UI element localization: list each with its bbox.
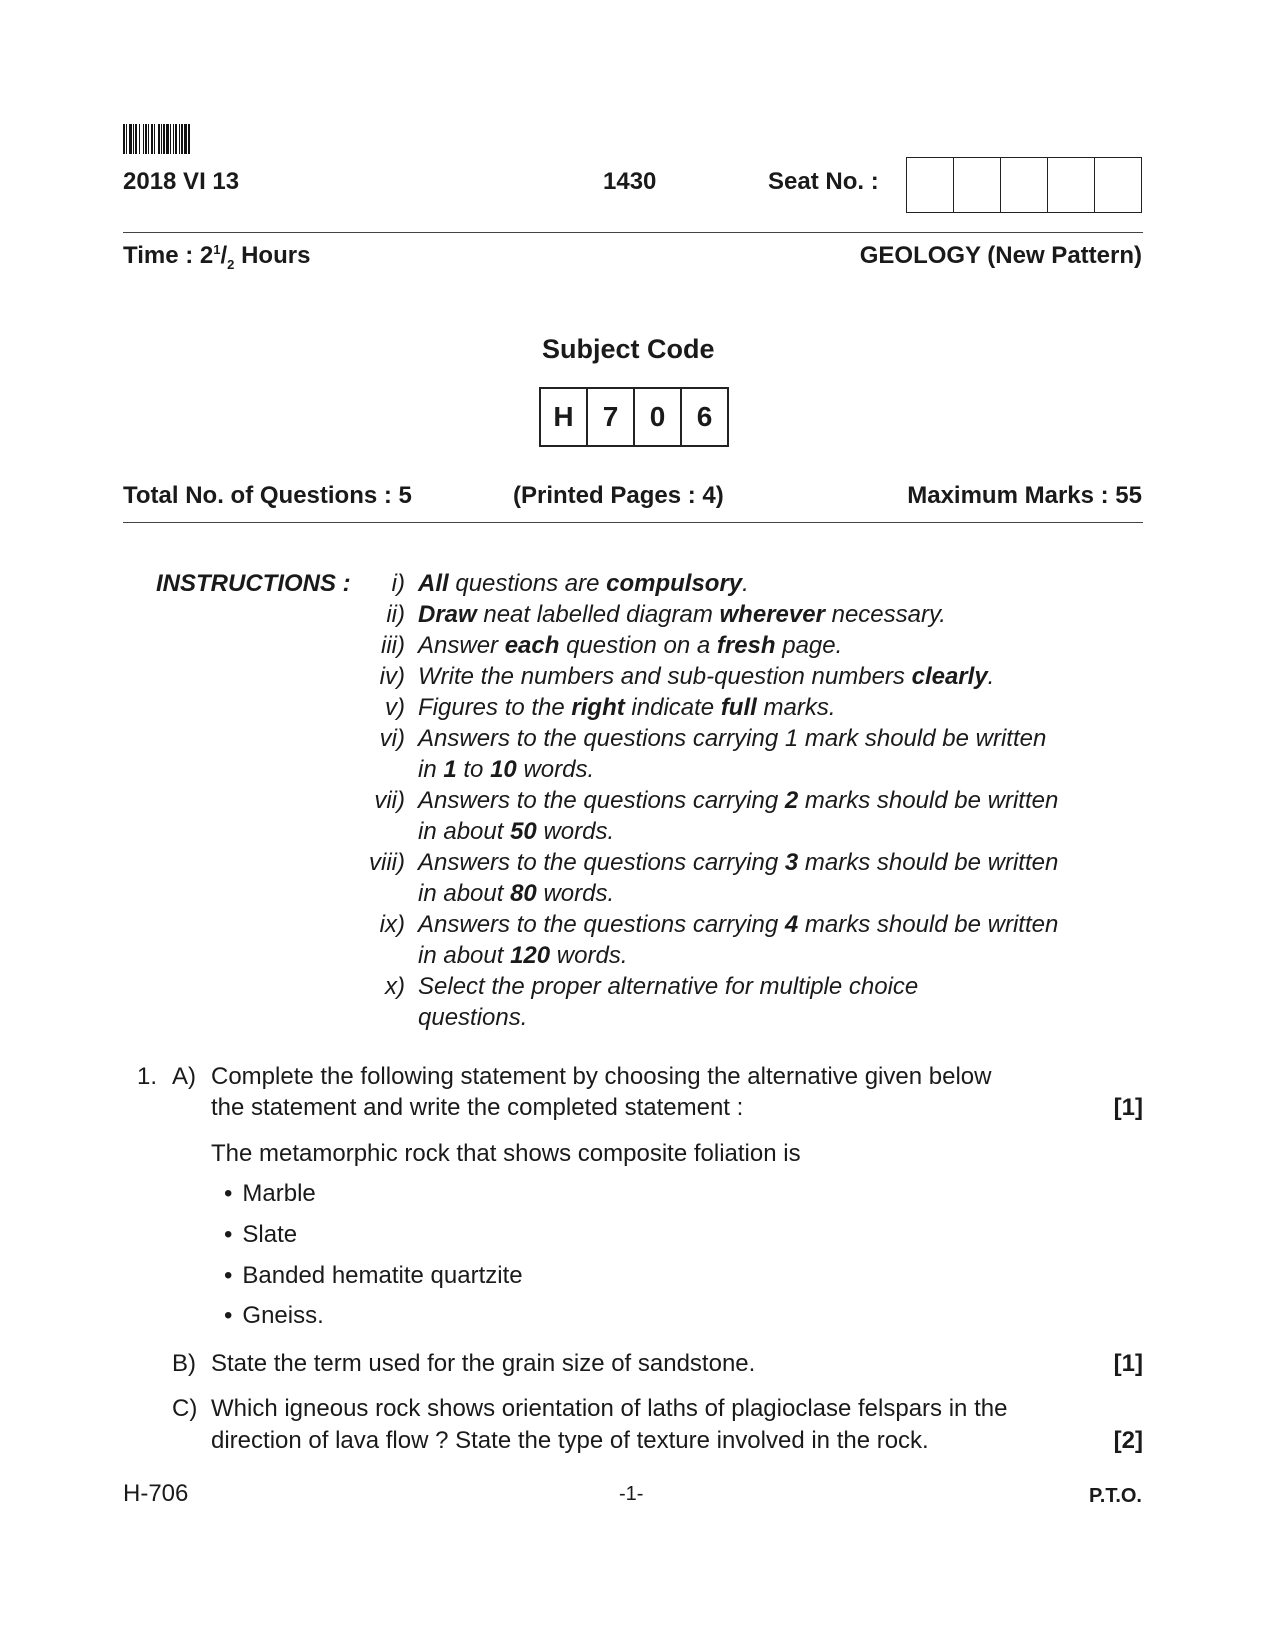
totals-divider [123,522,1143,523]
pto-note: P.T.O. [1089,1485,1142,1507]
instruction-text: Write the numbers and sub-question numbers clearly. [418,663,995,690]
seat-digit-box[interactable] [1094,158,1141,212]
seat-digit-box[interactable] [1000,158,1047,212]
instruction-text: Draw neat labelled diagram wherever necessary. [418,601,946,628]
option-text: Banded hematite quartzite [242,1262,523,1289]
instruction-number: vi) [379,725,405,752]
seat-digit-box[interactable] [1047,158,1094,212]
subject-code-char: 7 [586,389,633,445]
footer-code: H-706 [123,1480,189,1507]
instruction-text: in about 80 words. [418,880,615,907]
marks-1a: [1] [1113,1094,1143,1121]
instruction-text: Select the proper alternative for multiple choice [418,973,919,1000]
subject-title: GEOLOGY (New Pattern) [859,242,1142,269]
instruction-text: Answer each question on a fresh page. [418,632,843,659]
option-item [224,1180,316,1208]
question-1a-statement: The metamorphic rock that shows composite foliation is [211,1140,801,1167]
instruction-number: viii) [369,849,405,876]
sub-question-label: B) [172,1350,196,1377]
instruction-text: Answers to the questions carrying 4 marks should be written [418,911,1059,938]
marks-1c: [2] [1113,1427,1143,1454]
instruction-number: iii) [381,632,405,659]
instruction-text: Answers to the questions carrying 1 mark should be written [418,725,1047,752]
option-item [224,1262,523,1290]
instruction-text: Figures to the right indicate full marks. [418,694,836,721]
instruction-number: ii) [386,601,405,628]
seat-digit-box[interactable] [907,158,953,212]
instruction-text: in about 50 words. [418,818,615,845]
bullet-icon: • [224,1302,233,1329]
instruction-number: x) [385,973,405,1000]
marks-1b: [1] [1113,1350,1143,1377]
bullet-icon: • [224,1180,233,1207]
question-1c-text-cont: direction of lava flow ? State the type of texture involved in the rock. [211,1427,929,1454]
instruction-number: ix) [379,911,405,938]
instruction-text: questions. [418,1004,528,1031]
option-item [224,1302,324,1330]
instruction-text: in 1 to 10 words. [418,756,595,783]
sub-question-label: A) [172,1063,196,1090]
bullet-icon: • [224,1221,233,1248]
question-1c-text: Which igneous rock shows orientation of laths of plagioclase felspars in the [211,1395,1008,1422]
instruction-number: i) [391,570,405,597]
instruction-text: All questions are compulsory. [418,570,749,597]
subject-code-char: 6 [680,389,727,445]
option-text: Slate [242,1221,298,1248]
instruction-text: Answers to the questions carrying 2 marks should be written [418,787,1059,814]
question-1b-text: State the term used for the grain size of sandstone. [211,1350,756,1377]
bullet-icon: • [224,1262,233,1289]
option-item [224,1221,297,1249]
time-allowed: Time : $2^1/_2$ Hours [123,242,311,272]
maximum-marks: Maximum Marks : 55 [907,482,1142,509]
instruction-number: vii) [374,787,405,814]
subject-code-label: Subject Code [542,334,715,364]
seat-digit-box[interactable] [953,158,1000,212]
option-text: Gneiss. [242,1302,324,1329]
seat-label: Seat No. : [768,168,879,195]
instruction-text: in about 120 words. [418,942,628,969]
sub-question-label: C) [172,1395,198,1422]
instruction-number: iv) [379,663,405,690]
question-1a-text: Complete the following statement by choosing the alternative given below [211,1063,992,1090]
page-number: -1- [619,1483,644,1505]
total-questions: Total No. of Questions : 5 [123,482,412,509]
subject-code-boxes [539,387,729,447]
instruction-text: Answers to the questions carrying 3 marks should be written [418,849,1059,876]
barcode [123,124,263,154]
question-number: 1. [137,1063,158,1090]
question-1a-text-cont: the statement and write the completed statement : [211,1094,744,1121]
paper-number: 1430 [603,168,657,195]
printed-pages: (Printed Pages : 4) [513,482,724,509]
seat-number-boxes[interactable] [906,157,1142,213]
header-divider [123,232,1143,233]
subject-code-char: 0 [633,389,680,445]
option-text: Marble [242,1180,316,1207]
subject-code-char: H [553,401,574,432]
instruction-number: v) [385,694,405,721]
instructions-label: INSTRUCTIONS : [156,570,351,597]
exam-code: 2018 VI 13 [123,168,240,195]
